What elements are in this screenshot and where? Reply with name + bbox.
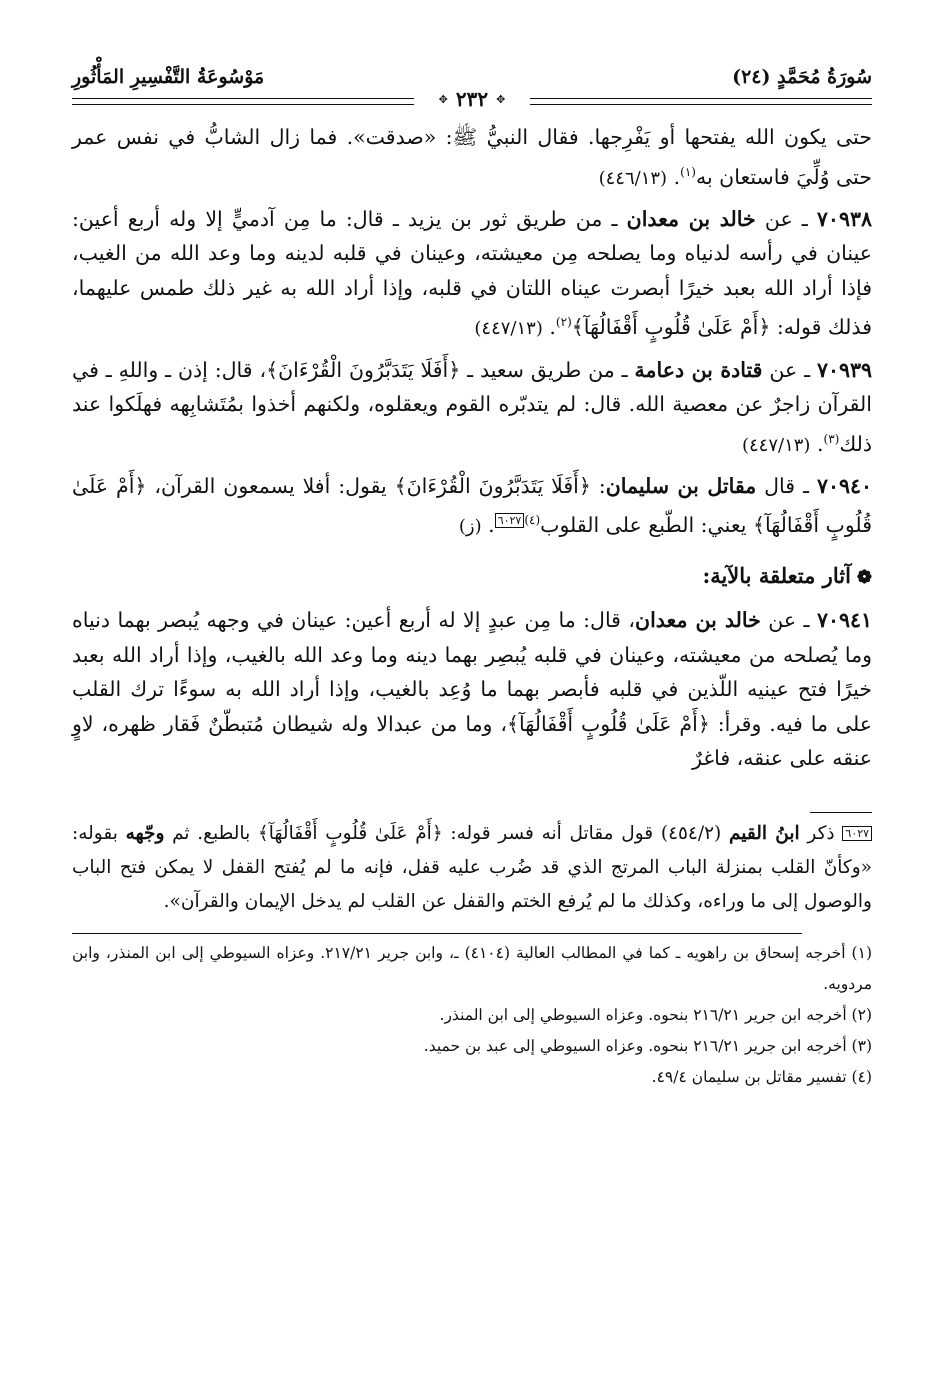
narrator-name: مقاتل بن سليمان bbox=[605, 473, 757, 498]
flower-ornament-icon: ❁ bbox=[856, 566, 872, 588]
commentary-text: ذكر bbox=[799, 822, 843, 844]
narration-70938 bbox=[72, 202, 872, 347]
commentary-separator bbox=[810, 812, 872, 813]
footnote-marker[interactable]: (١) bbox=[680, 164, 696, 179]
narration-number: ٧٠٩٤٠ bbox=[816, 473, 872, 498]
source-reference: (٤٤٦/١٣) bbox=[598, 167, 668, 189]
page-number-block bbox=[72, 88, 872, 110]
narration-70939 bbox=[72, 353, 872, 463]
punct: . bbox=[673, 164, 681, 189]
commentary-text: (٤٥٤/٢) قول مقاتل أنه فسر قوله: ﴿أَمْ عَلَىٰ قُلُوبٍ أَقْفَالُهَآ﴾ بالطبع. ثم bbox=[164, 822, 729, 844]
footnote-4: (٤) تفسير مقاتل بن سليمان ٤٩/٤. bbox=[651, 1067, 872, 1086]
main-text bbox=[72, 120, 872, 776]
narration-70941 bbox=[72, 603, 872, 776]
commentary-ref-box[interactable]: ٦٠٢٧ bbox=[495, 513, 525, 528]
paragraph-text: ـ من طريق سعيد ـ ﴿أَفَلَا يَتَدَبَّرُونَ الْقُرْءَانَ﴾، قال: إذن ـ واللهِ ـ في القرآن زاجرٌ عن معصية الله. قال: لم يتدبّره القوم ويعقلوه، ولكنهم أخذوا بمُتَشابِهه فهلَكوا عند ذلك bbox=[72, 357, 872, 456]
connector: ـ قال bbox=[756, 473, 817, 498]
page-number: ٢٣٢ bbox=[450, 87, 494, 111]
punct: . bbox=[816, 431, 824, 456]
series-title: مَوْسُوعَةُ التَّفْسِيرِ المَأْثُورِ bbox=[72, 66, 265, 88]
commentary-author: ابنُ القيم bbox=[728, 822, 800, 844]
footnotes bbox=[72, 938, 872, 1093]
footnote-1: (١) أخرجه إسحاق بن راهويه ـ كما في المطالب العالية (٤١٠٤) ـ، وابن جرير ٢١٧/٢١. وعزاه السيوطي إلى ابن المنذر، وابن مردويه. bbox=[72, 943, 872, 993]
source-reference: (٤٤٧/١٣) bbox=[474, 318, 543, 340]
narrator-name: خالد بن معدان bbox=[635, 608, 761, 633]
punct: . bbox=[488, 513, 495, 538]
footnote-marker[interactable]: (٢) bbox=[555, 315, 572, 330]
paragraph-text: حتى يكون الله يفتحها أو يَفْرِجها. فقال النبيُّ ﷺ: «صدقت». فما زال الشابُّ في نفس عمر حتى وُلِّيَ فاستعان به bbox=[72, 125, 872, 189]
commentary-text: بقوله: «وكأنّ القلب بمنزلة الباب المرتج الذي قد ضُرب عليه قفل، فإنه ما لم يُفتح القفل لا يمكن فتح الباب والوصول إلى ما وراءه، وكذلك ما لم يُرفع الختم والقفل عن القلب لم يدخل الإيمان والقرآن». bbox=[72, 822, 872, 912]
section-heading-text: آثار متعلقة بالآية: bbox=[702, 562, 851, 588]
connector: ـ عن bbox=[762, 357, 817, 382]
narration-number: ٧٠٩٣٩ bbox=[816, 357, 873, 382]
footnote-marker[interactable]: (٣) bbox=[823, 431, 840, 446]
commentary-note bbox=[72, 817, 872, 919]
commentary-bold: وجّهه bbox=[125, 822, 165, 844]
narration-number: ٧٠٩٣٨ bbox=[816, 206, 872, 231]
narrator-name: قتادة بن دعامة bbox=[634, 357, 763, 382]
footnote-separator bbox=[72, 933, 802, 934]
footnote-marker[interactable]: (٤) bbox=[524, 513, 541, 528]
commentary-number-box: ٦٠٢٧ bbox=[842, 826, 872, 841]
paragraph-text: ، قال: ما مِن عبدٍ إلا له أربع أعين: عينان في وجهه يُبصر بهما دنياه وما يُصلحه من معيشته، وعينان في قلبه يُبصِر بهما دينه وما وعد الله بالغيب، وإذا أراد الله بعبد خيرًا فتح عينيه اللّذين في قلبه فأبصر بهما ما وُعِد بالغيب، وإذا أراد الله به سوءًا ترك القلب على ما فيه. وقرأ: ﴿أَمْ عَلَىٰ قُلُوبٍ أَقْفَالُهَآ﴾، وما من عبدالا وله شيطان مُتبطّنٌ فَقار ظهره، لاوٍ عنقه على عنقه، فاغرٌ bbox=[72, 608, 872, 771]
paragraph-text: ـ من طريق ثور بن يزيد ـ قال: ما مِن آدميٍّ إلا وله أربع أعين: عينان في رأسه لدنياه وما يصلحه مِن معيشته، وعينان في قلبه لدينه وما وعد الله من الغيب، فإذا أراد الله بعبد خيرًا أبصرت عيناه اللتان في قلبه، وإذا أراد الله به غير ذلك طمس عليهما، فذلك قوله: ﴿أَمْ عَلَىٰ قُلُوبٍ أَقْفَالُهَآ﴾ bbox=[72, 206, 872, 340]
footnote-2: (٢) أخرجه ابن جرير ٢١٦/٢١ بنحوه. وعزاه السيوطي إلى ابن المنذر. bbox=[439, 1005, 872, 1024]
section-heading bbox=[72, 559, 872, 596]
running-header bbox=[72, 58, 872, 110]
source-reference: (٤٤٧/١٣) bbox=[741, 434, 811, 456]
punct: . bbox=[549, 315, 556, 340]
narration-number: ٧٠٩٤١ bbox=[816, 608, 872, 633]
surah-title: سُورَةُ مُحَمَّدٍ (٢٤) bbox=[732, 66, 872, 88]
paragraph-continuation bbox=[72, 120, 872, 196]
connector: ـ عن bbox=[760, 608, 817, 633]
ornament-icon: ✥ bbox=[496, 92, 506, 106]
connector: ـ عن bbox=[755, 206, 817, 231]
narration-70940 bbox=[72, 469, 872, 545]
narrator-name: خالد بن معدان bbox=[626, 206, 756, 231]
footnote-3: (٣) أخرجه ابن جرير ٢١٦/٢١ بنحوه. وعزاه السيوطي إلى عبد بن حميد. bbox=[423, 1036, 872, 1055]
paragraph-text: : ﴿أَفَلَا يَتَدَبَّرُونَ الْقُرْءَانَ﴾ يقول: أفلا يسمعون القرآن، ﴿أَمْ عَلَىٰ قُلُوبٍ أَقْفَالُهَآ﴾ يعني: الطّبع على القلوب bbox=[72, 473, 872, 538]
source-reference: (ز) bbox=[458, 516, 482, 538]
page bbox=[72, 58, 872, 1093]
ornament-icon: ✥ bbox=[438, 92, 448, 106]
